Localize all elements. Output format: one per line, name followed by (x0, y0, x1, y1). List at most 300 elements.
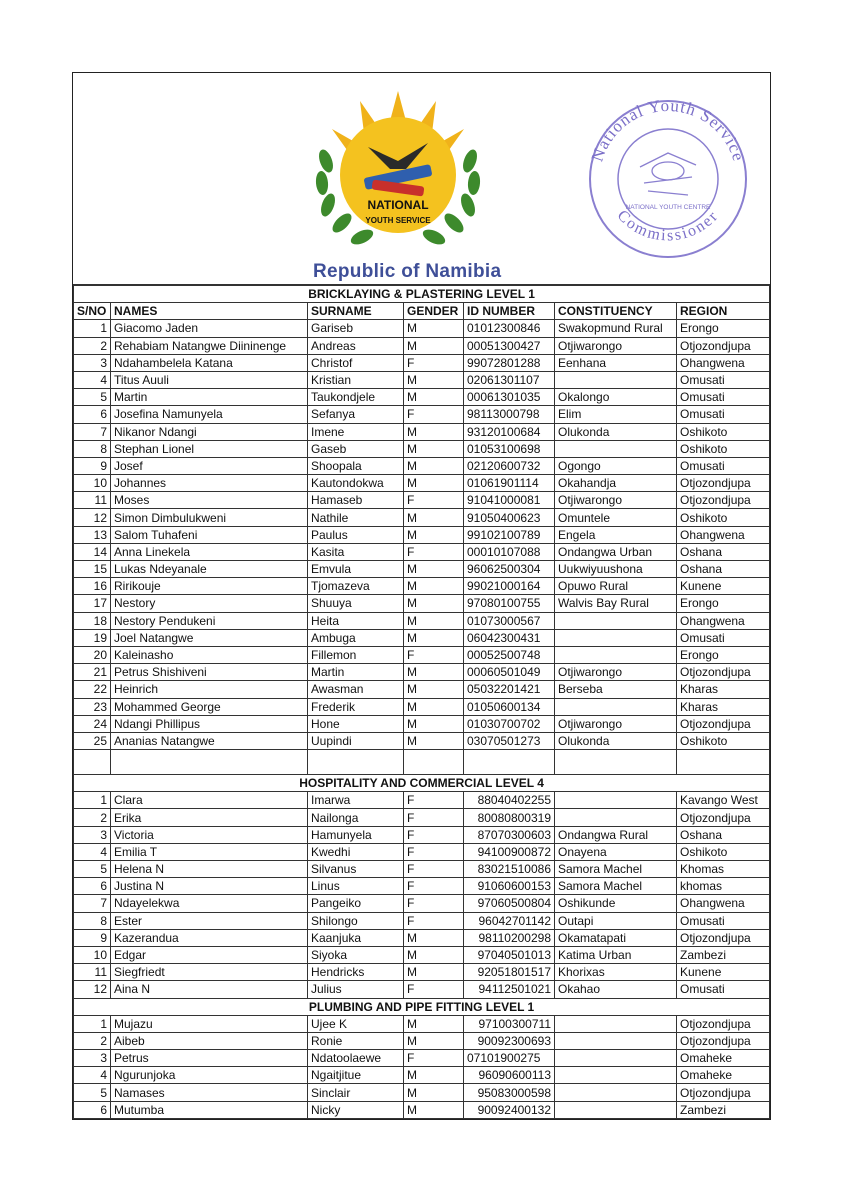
cell-gender: F (404, 406, 464, 423)
cell-name: Ngurunjoka (111, 1067, 308, 1084)
cell-sno: 24 (74, 715, 111, 732)
cell-region: Khomas (677, 861, 770, 878)
section-title-row (74, 775, 770, 792)
table-row (74, 629, 770, 646)
cell-id-number: 98110200298 (464, 929, 555, 946)
cell-region: Oshikoto (677, 732, 770, 749)
cell-constituency: Elim (555, 406, 677, 423)
cell-surname: Frederik (308, 698, 404, 715)
cell-constituency: Uukwiyuushona (555, 561, 677, 578)
cell-sno: 2 (74, 1032, 111, 1049)
cell-id-number: 94100900872 (464, 843, 555, 860)
cell-constituency: Okalongo (555, 389, 677, 406)
cell-constituency (555, 1015, 677, 1032)
cell-constituency: Samora Machel (555, 861, 677, 878)
cell-region: Oshikoto (677, 423, 770, 440)
cell-constituency: Oshikunde (555, 895, 677, 912)
cell-name: Kazerandua (111, 929, 308, 946)
cell-surname: Imarwa (308, 792, 404, 809)
cell-sno: 2 (74, 337, 111, 354)
cell-surname: Imene (308, 423, 404, 440)
cell-name: Mohammed George (111, 698, 308, 715)
cell-name: Anna Linekela (111, 543, 308, 560)
cell-surname: Taukondjele (308, 389, 404, 406)
cell-name: Titus Auuli (111, 371, 308, 388)
cell-surname: Sinclair (308, 1084, 404, 1101)
cell-name: Siegfriedt (111, 964, 308, 981)
cell-id-number: 99072801288 (464, 354, 555, 371)
table-row (74, 715, 770, 732)
cell-sno: 9 (74, 929, 111, 946)
table-row (74, 578, 770, 595)
cell-gender: F (404, 792, 464, 809)
cell-region: Oshikoto (677, 440, 770, 457)
empty-cell (677, 750, 770, 775)
cell-sno: 11 (74, 964, 111, 981)
cell-region: Otjozondjupa (677, 715, 770, 732)
cell-gender: M (404, 715, 464, 732)
cell-surname: Andreas (308, 337, 404, 354)
cell-sno: 25 (74, 732, 111, 749)
cell-gender: F (404, 1050, 464, 1067)
cell-name: Emilia T (111, 843, 308, 860)
cell-constituency: Samora Machel (555, 878, 677, 895)
cell-surname: Tjomazeva (308, 578, 404, 595)
cell-name: Johannes (111, 475, 308, 492)
table-row (74, 912, 770, 929)
table-row (74, 389, 770, 406)
table-row (74, 1015, 770, 1032)
cell-surname: Gaseb (308, 440, 404, 457)
cell-sno: 12 (74, 981, 111, 998)
cell-sno: 1 (74, 1015, 111, 1032)
table-row (74, 981, 770, 998)
cell-constituency: Olukonda (555, 732, 677, 749)
cell-surname: Siyoka (308, 946, 404, 963)
cell-sno: 15 (74, 561, 111, 578)
cell-surname: Hendricks (308, 964, 404, 981)
cell-name: Aina N (111, 981, 308, 998)
cell-surname: Sefanya (308, 406, 404, 423)
column-header-row (74, 303, 770, 320)
cell-surname: Fillemon (308, 646, 404, 663)
cell-constituency: Ogongo (555, 457, 677, 474)
cell-gender: M (404, 1015, 464, 1032)
cell-gender: M (404, 509, 464, 526)
cell-region: Otjozondjupa (677, 1032, 770, 1049)
section-title: BRICKLAYING & PLASTERING LEVEL 1 (74, 286, 770, 303)
cell-region: Oshana (677, 561, 770, 578)
cell-gender: M (404, 561, 464, 578)
cell-region: Erongo (677, 595, 770, 612)
cell-id-number: 05032201421 (464, 681, 555, 698)
cell-constituency: Okahao (555, 981, 677, 998)
cell-gender: M (404, 1067, 464, 1084)
cell-constituency: Okahandja (555, 475, 677, 492)
cell-gender: M (404, 457, 464, 474)
empty-cell (464, 750, 555, 775)
cell-name: Mujazu (111, 1015, 308, 1032)
cell-sno: 18 (74, 612, 111, 629)
cell-surname: Hone (308, 715, 404, 732)
cell-name: Ester (111, 912, 308, 929)
cell-gender: F (404, 809, 464, 826)
cell-surname: Martin (308, 664, 404, 681)
cell-gender: M (404, 946, 464, 963)
empty-cell (404, 750, 464, 775)
table-row (74, 561, 770, 578)
cell-gender: M (404, 475, 464, 492)
cell-region: Zambezi (677, 1101, 770, 1118)
cell-surname: Emvula (308, 561, 404, 578)
cell-surname: Shilongo (308, 912, 404, 929)
cell-sno: 10 (74, 946, 111, 963)
cell-region: Oshikoto (677, 509, 770, 526)
cell-constituency (555, 1050, 677, 1067)
cell-id-number: 96062500304 (464, 561, 555, 578)
cell-sno: 20 (74, 646, 111, 663)
cell-name: Ndayelekwa (111, 895, 308, 912)
table-row (74, 354, 770, 371)
cell-id-number: 93120100684 (464, 423, 555, 440)
cell-surname: Kautondokwa (308, 475, 404, 492)
cell-id-number: 97060500804 (464, 895, 555, 912)
cell-surname: Kwedhi (308, 843, 404, 860)
cell-id-number: 91060600153 (464, 878, 555, 895)
cell-constituency: Opuwo Rural (555, 578, 677, 595)
cell-name: Nestory Pendukeni (111, 612, 308, 629)
cell-constituency: Onayena (555, 843, 677, 860)
cell-region: Omusati (677, 981, 770, 998)
cell-id-number: 83021510086 (464, 861, 555, 878)
cell-sno: 22 (74, 681, 111, 698)
table-row (74, 792, 770, 809)
cell-region: Otjozondjupa (677, 664, 770, 681)
table-row (74, 543, 770, 560)
cell-surname: Ronie (308, 1032, 404, 1049)
svg-text:Commissioner (614, 207, 723, 244)
cell-constituency (555, 792, 677, 809)
cell-sno: 8 (74, 912, 111, 929)
table-row (74, 526, 770, 543)
cell-region: Kharas (677, 681, 770, 698)
empty-cell (555, 750, 677, 775)
cell-constituency: Otjiwarongo (555, 715, 677, 732)
cell-id-number: 97040501013 (464, 946, 555, 963)
cell-sno: 5 (74, 861, 111, 878)
cell-gender: M (404, 681, 464, 698)
cell-id-number: 96042701142 (464, 912, 555, 929)
cell-id-number: 91041000081 (464, 492, 555, 509)
column-header-id: ID NUMBER (464, 303, 555, 320)
cell-id-number: 99102100789 (464, 526, 555, 543)
table-row (74, 1101, 770, 1118)
cell-sno: 3 (74, 826, 111, 843)
cell-constituency: Otjiwarongo (555, 337, 677, 354)
cell-surname: Awasman (308, 681, 404, 698)
cell-gender: M (404, 1032, 464, 1049)
cell-sno: 23 (74, 698, 111, 715)
cell-gender: F (404, 543, 464, 560)
cell-name: Heinrich (111, 681, 308, 698)
cell-id-number: 00060501049 (464, 664, 555, 681)
table-row (74, 1084, 770, 1101)
cell-id-number: 88040402255 (464, 792, 555, 809)
cell-id-number: 99021000164 (464, 578, 555, 595)
cell-surname: Hamaseb (308, 492, 404, 509)
cell-surname: Heita (308, 612, 404, 629)
table-row (74, 895, 770, 912)
cell-name: Petrus Shishiveni (111, 664, 308, 681)
cell-constituency (555, 440, 677, 457)
cell-constituency: Otjiwarongo (555, 664, 677, 681)
cell-region: Otjozondjupa (677, 337, 770, 354)
cell-constituency: Walvis Bay Rural (555, 595, 677, 612)
cell-region: Kavango West (677, 792, 770, 809)
cell-gender: M (404, 389, 464, 406)
cell-name: Stephan Lionel (111, 440, 308, 457)
cell-name: Salom Tuhafeni (111, 526, 308, 543)
cell-gender: F (404, 912, 464, 929)
cell-gender: F (404, 646, 464, 663)
cell-sno: 4 (74, 843, 111, 860)
cell-surname: Kasita (308, 543, 404, 560)
cell-surname: Pangeiko (308, 895, 404, 912)
cell-name: Mutumba (111, 1101, 308, 1118)
cell-constituency: Outapi (555, 912, 677, 929)
cell-surname: Linus (308, 878, 404, 895)
cell-id-number: 01012300846 (464, 320, 555, 337)
table-row (74, 320, 770, 337)
cell-region: Omaheke (677, 1067, 770, 1084)
cell-id-number: 02061301107 (464, 371, 555, 388)
cell-surname: Nailonga (308, 809, 404, 826)
cell-constituency: Ondangwa Urban (555, 543, 677, 560)
cell-name: Helena N (111, 861, 308, 878)
cell-region: Otjozondjupa (677, 492, 770, 509)
cell-name: Aibeb (111, 1032, 308, 1049)
cell-gender: M (404, 629, 464, 646)
table-row (74, 664, 770, 681)
table-row (74, 509, 770, 526)
cell-gender: M (404, 371, 464, 388)
document-header (73, 73, 770, 285)
cell-name: Simon Dimbulukweni (111, 509, 308, 526)
cell-region: Omusati (677, 389, 770, 406)
cell-sno: 16 (74, 578, 111, 595)
cell-constituency (555, 809, 677, 826)
table-row (74, 809, 770, 826)
cell-constituency: Okamatapati (555, 929, 677, 946)
cell-id-number: 97100300711 (464, 1015, 555, 1032)
cell-surname: Shoopala (308, 457, 404, 474)
cell-surname: Ngaitjitue (308, 1067, 404, 1084)
table-row (74, 732, 770, 749)
table-row (74, 612, 770, 629)
cell-gender: M (404, 1101, 464, 1118)
cell-surname: Julius (308, 981, 404, 998)
cell-region: Otjozondjupa (677, 1015, 770, 1032)
cell-region: Omusati (677, 457, 770, 474)
table-row (74, 406, 770, 423)
cell-constituency: Engela (555, 526, 677, 543)
table-row (74, 698, 770, 715)
cell-gender: M (404, 698, 464, 715)
cell-constituency: Omuntele (555, 509, 677, 526)
table-row (74, 826, 770, 843)
table-row (74, 1050, 770, 1067)
cell-sno: 9 (74, 457, 111, 474)
cell-name: Josefina Namunyela (111, 406, 308, 423)
cell-constituency: Otjiwarongo (555, 492, 677, 509)
cell-id-number: 92051801517 (464, 964, 555, 981)
empty-cell (111, 750, 308, 775)
cell-surname: Hamunyela (308, 826, 404, 843)
cell-gender: M (404, 732, 464, 749)
cell-name: Rehabiam Natangwe Diininenge (111, 337, 308, 354)
cell-constituency: Ondangwa Rural (555, 826, 677, 843)
cell-sno: 10 (74, 475, 111, 492)
cell-sno: 7 (74, 423, 111, 440)
cell-gender: M (404, 929, 464, 946)
cell-constituency: Katima Urban (555, 946, 677, 963)
cell-gender: M (404, 595, 464, 612)
table-row (74, 337, 770, 354)
cell-sno: 4 (74, 371, 111, 388)
table-row (74, 646, 770, 663)
cell-sno: 21 (74, 664, 111, 681)
cell-name: Ananias Natangwe (111, 732, 308, 749)
cell-sno: 5 (74, 389, 111, 406)
cell-id-number: 03070501273 (464, 732, 555, 749)
cell-sno: 13 (74, 526, 111, 543)
cell-name: Erika (111, 809, 308, 826)
table-row (74, 929, 770, 946)
cell-region: khomas (677, 878, 770, 895)
cell-sno: 7 (74, 895, 111, 912)
cell-region: Ohangwena (677, 895, 770, 912)
nys-logo-emblem (298, 91, 498, 261)
cell-name: Clara (111, 792, 308, 809)
cell-id-number: 00052500748 (464, 646, 555, 663)
cell-gender: F (404, 354, 464, 371)
cell-constituency (555, 698, 677, 715)
table-row (74, 1032, 770, 1049)
section-title-row (74, 286, 770, 303)
cell-gender: F (404, 861, 464, 878)
cell-region: Kunene (677, 578, 770, 595)
cell-id-number: 87070300603 (464, 826, 555, 843)
cell-gender: M (404, 526, 464, 543)
cell-name: Martin (111, 389, 308, 406)
cell-constituency: Khorixas (555, 964, 677, 981)
cell-gender: M (404, 423, 464, 440)
cell-constituency (555, 1084, 677, 1101)
cell-region: Ohangwena (677, 354, 770, 371)
table-row (74, 457, 770, 474)
cell-sno: 6 (74, 1101, 111, 1118)
cell-surname: Ujee K (308, 1015, 404, 1032)
cell-name: Ndahambelela Katana (111, 354, 308, 371)
cell-name: Victoria (111, 826, 308, 843)
cell-region: Oshana (677, 543, 770, 560)
cell-name: Nestory (111, 595, 308, 612)
cell-surname: Shuuya (308, 595, 404, 612)
stamp-text-bottom: Commissioner (613, 206, 723, 245)
cell-region: Kunene (677, 964, 770, 981)
cell-gender: F (404, 843, 464, 860)
cell-sno: 11 (74, 492, 111, 509)
section-gap-row (74, 750, 770, 775)
cell-gender: F (404, 981, 464, 998)
cell-region: Otjozondjupa (677, 929, 770, 946)
cell-region: Omusati (677, 629, 770, 646)
cell-sno: 6 (74, 406, 111, 423)
cell-constituency (555, 629, 677, 646)
cell-name: Petrus (111, 1050, 308, 1067)
cell-id-number: 06042300431 (464, 629, 555, 646)
cell-constituency (555, 1067, 677, 1084)
cell-id-number: 01030700702 (464, 715, 555, 732)
cell-constituency (555, 1032, 677, 1049)
table-row (74, 492, 770, 509)
cell-constituency (555, 646, 677, 663)
cell-sno: 3 (74, 1050, 111, 1067)
logo-text-national: NATIONAL (367, 198, 429, 212)
cell-id-number: 00010107088 (464, 543, 555, 560)
cell-region: Omusati (677, 406, 770, 423)
cell-id-number: 00061301035 (464, 389, 555, 406)
commissioner-stamp (578, 87, 758, 267)
cell-region: Kharas (677, 698, 770, 715)
cell-sno: 5 (74, 1084, 111, 1101)
table-row (74, 681, 770, 698)
cell-sno: 8 (74, 440, 111, 457)
table-row (74, 423, 770, 440)
cell-gender: M (404, 440, 464, 457)
cell-id-number: 07101900275 (464, 1050, 555, 1067)
cell-name: Giacomo Jaden (111, 320, 308, 337)
cell-sno: 4 (74, 1067, 111, 1084)
empty-cell (308, 750, 404, 775)
cell-id-number: 01061901114 (464, 475, 555, 492)
trainee-table-body (74, 286, 770, 1119)
column-header-region: REGION (677, 303, 770, 320)
table-row (74, 843, 770, 860)
cell-surname: Paulus (308, 526, 404, 543)
trainee-table (73, 285, 770, 1119)
cell-id-number: 97080100755 (464, 595, 555, 612)
cell-region: Omaheke (677, 1050, 770, 1067)
cell-surname: Ndatoolaewe (308, 1050, 404, 1067)
cell-gender: M (404, 320, 464, 337)
cell-name: Lukas Ndeyanale (111, 561, 308, 578)
cell-region: Otjozondjupa (677, 809, 770, 826)
table-row (74, 595, 770, 612)
cell-surname: Nicky (308, 1101, 404, 1118)
cell-constituency (555, 1101, 677, 1118)
cell-region: Erongo (677, 320, 770, 337)
cell-sno: 14 (74, 543, 111, 560)
cell-name: Kaleinasho (111, 646, 308, 663)
cell-sno: 3 (74, 354, 111, 371)
cell-id-number: 94112501021 (464, 981, 555, 998)
cell-constituency: Olukonda (555, 423, 677, 440)
cell-constituency: Berseba (555, 681, 677, 698)
cell-region: Ohangwena (677, 526, 770, 543)
cell-name: Namases (111, 1084, 308, 1101)
cell-id-number: 80080800319 (464, 809, 555, 826)
